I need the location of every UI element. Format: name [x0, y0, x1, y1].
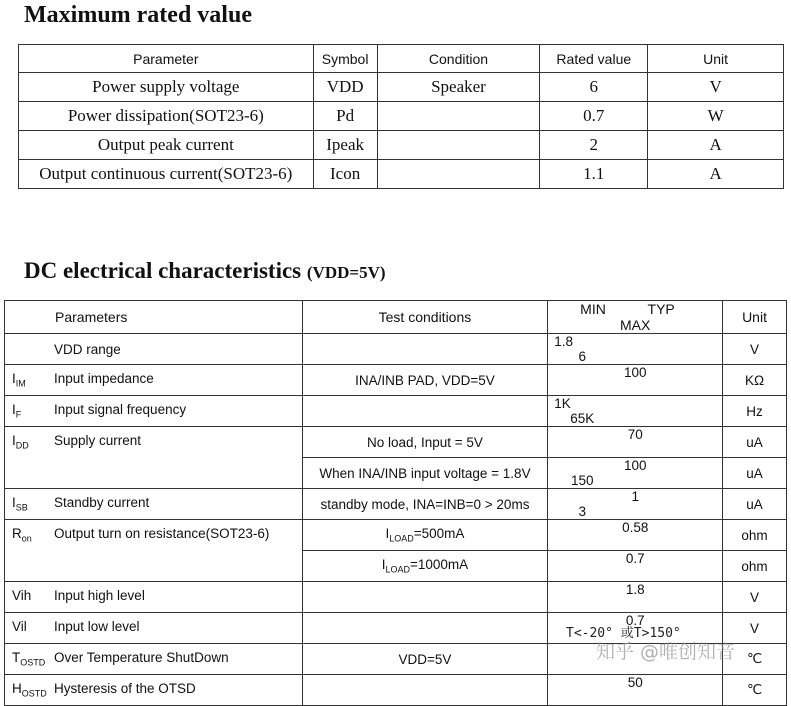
value-min: 1.8	[554, 334, 574, 349]
param-symbol-subscript: on	[21, 533, 32, 544]
param-name: Supply current	[54, 433, 142, 448]
min-typ-max-cell	[548, 489, 723, 520]
condition-cell	[302, 613, 548, 644]
min-typ-max-cell	[548, 675, 723, 706]
param-symbol-text: I	[12, 495, 16, 511]
table-cell	[377, 102, 540, 131]
param-cell	[5, 582, 303, 613]
table-cell: A	[648, 160, 784, 189]
param-symbol-text: T	[12, 650, 21, 666]
table-cell: Output peak current	[19, 131, 314, 160]
param-symbol-subscript: IM	[15, 378, 26, 389]
param-symbol	[5, 588, 54, 606]
param-symbol-text: I	[12, 433, 16, 448]
param-symbol-text: I	[12, 371, 16, 387]
param-cell	[5, 644, 303, 675]
param-symbol	[5, 526, 54, 544]
value-typ: 0.7	[625, 613, 645, 628]
section1-title: Maximum rated value	[24, 2, 252, 28]
unit-cell: ohm	[723, 520, 787, 551]
param-symbol-subscript: SB	[15, 502, 28, 513]
value-typ: 50	[627, 675, 643, 690]
unit-cell: uA	[723, 427, 787, 458]
condition-cell	[302, 458, 548, 489]
param-name: Input impedance	[54, 371, 154, 387]
table-cell	[377, 160, 540, 189]
param-cell	[5, 396, 303, 427]
section2-title-main: DC electrical characteristics	[24, 258, 302, 283]
col-header: Unit	[648, 45, 784, 73]
table-row	[5, 334, 787, 365]
param-symbol-text: I	[12, 402, 16, 418]
param-cell	[5, 427, 303, 489]
param-symbol	[5, 371, 54, 389]
unit-cell: uA	[723, 489, 787, 520]
value-min: 1K	[554, 396, 571, 411]
table-cell: Output continuous current(SOT23-6)	[19, 160, 314, 189]
param-name: Input high level	[54, 588, 145, 604]
max-rated-table	[18, 44, 784, 189]
watermark: 知乎 @唯创知音	[596, 641, 736, 663]
col-header: Rated value	[540, 45, 648, 73]
unit-cell: KΩ	[723, 365, 787, 396]
condition-cell	[302, 551, 548, 582]
table-row	[19, 73, 784, 102]
col-header: Condition	[377, 45, 540, 73]
param-cell	[5, 489, 303, 520]
table-cell: Speaker	[377, 73, 540, 102]
table-row	[5, 365, 787, 396]
table-row	[5, 675, 787, 706]
table-cell: Pd	[313, 102, 377, 131]
condition-text: When INA/INB input voltage = 1.8V	[319, 465, 531, 481]
condition-cell	[302, 334, 548, 365]
col-header: Parameter	[19, 45, 314, 73]
param-cell	[5, 520, 303, 582]
table-row	[5, 427, 787, 458]
value-typ: 0.7	[625, 551, 645, 566]
condition-text: standby mode, INA=INB=0 > 20ms	[320, 496, 530, 512]
condition-cell	[302, 489, 548, 520]
col-header-unit: Unit	[723, 301, 787, 334]
table-row	[5, 520, 787, 551]
condition-cell	[302, 644, 548, 675]
param-name: Over Temperature ShutDown	[54, 650, 229, 666]
param-name: Hysteresis of the OTSD	[54, 681, 196, 697]
table-header-row	[5, 301, 787, 334]
col-header-typ: TYP	[647, 301, 675, 317]
table-header-row	[19, 45, 784, 73]
condition-subscript: LOAD	[385, 564, 410, 575]
value-typ: 100	[624, 458, 647, 473]
value-typ: 70	[627, 427, 643, 442]
param-symbol-text: Vih	[12, 588, 32, 604]
condition-prefix: I	[385, 526, 390, 542]
table-cell: Icon	[313, 160, 377, 189]
table-cell: W	[648, 102, 784, 131]
param-cell	[5, 365, 303, 396]
table-cell: Ipeak	[313, 131, 377, 160]
value-max: 6	[578, 349, 587, 364]
min-typ-max-cell	[548, 551, 723, 582]
col-header-test-conditions: Test conditions	[302, 301, 548, 334]
condition-cell	[302, 396, 548, 427]
value-typ: 0.58	[622, 520, 649, 535]
unit-cell: ℃	[723, 675, 787, 706]
param-cell	[5, 613, 303, 644]
table-cell: A	[648, 131, 784, 160]
unit-cell: V	[723, 334, 787, 365]
table-cell: V	[648, 73, 784, 102]
table-row	[19, 131, 784, 160]
param-symbol-subscript: OSTD	[20, 657, 46, 668]
table-cell: 0.7	[540, 102, 648, 131]
param-symbol	[5, 433, 54, 451]
col-header-parameters: Parameters	[5, 301, 303, 334]
param-symbol	[5, 681, 54, 699]
param-name: Output turn on resistance(SOT23-6)	[54, 526, 270, 541]
value-max: 65K	[570, 411, 595, 426]
col-header-max: MAX	[619, 317, 651, 333]
condition-cell	[302, 520, 548, 551]
table-cell	[377, 131, 540, 160]
section2-title-sub: (VDD=5V)	[306, 263, 386, 282]
table-row	[5, 396, 787, 427]
table-row	[19, 102, 784, 131]
condition-text: =1000mA	[410, 557, 469, 573]
condition-text: =500mA	[413, 526, 465, 542]
col-header-min-typ-max	[548, 301, 723, 334]
param-symbol-subscript: DD	[15, 440, 29, 451]
table-row	[5, 582, 787, 613]
param-name: Input signal frequency	[54, 402, 187, 418]
condition-text: No load, Input = 5V	[366, 434, 483, 450]
param-symbol	[5, 619, 54, 637]
col-header-min: MIN	[580, 301, 606, 317]
condition-cell	[302, 675, 548, 706]
condition-text: VDD=5V	[398, 651, 452, 667]
min-typ-max-cell	[548, 427, 723, 458]
unit-cell: uA	[723, 458, 787, 489]
value-typ: 1.8	[625, 582, 645, 597]
param-symbol	[5, 402, 54, 420]
value-max: 150	[571, 473, 594, 488]
param-symbol-text: R	[12, 526, 22, 541]
min-typ-max-cell	[548, 458, 723, 489]
table-cell: Power supply voltage	[19, 73, 314, 102]
table-row	[19, 160, 784, 189]
otsd-condition-note: T<-20° 或T>150°	[566, 626, 681, 641]
unit-cell: V	[723, 582, 787, 613]
param-name: Standby current	[54, 495, 150, 511]
min-typ-max-cell	[548, 582, 723, 613]
unit-cell: V	[723, 613, 787, 644]
param-cell	[5, 675, 303, 706]
unit-cell: Hz	[723, 396, 787, 427]
table-cell: Power dissipation(SOT23-6)	[19, 102, 314, 131]
table-cell: 6	[540, 73, 648, 102]
param-symbol-text: H	[12, 681, 22, 697]
param-symbol-text: Vil	[12, 619, 27, 635]
table-cell: VDD	[313, 73, 377, 102]
condition-subscript: LOAD	[389, 533, 414, 544]
value-typ: 100	[624, 365, 647, 380]
param-symbol	[5, 650, 54, 668]
col-header: Symbol	[313, 45, 377, 73]
table-row	[5, 489, 787, 520]
condition-cell	[302, 582, 548, 613]
param-cell	[5, 334, 303, 365]
section2-title	[24, 258, 386, 284]
value-typ: 1	[631, 489, 640, 504]
table-cell: 2	[540, 131, 648, 160]
unit-cell: ohm	[723, 551, 787, 582]
table-cell: 1.1	[540, 160, 648, 189]
value-max: 3	[578, 504, 587, 519]
condition-cell	[302, 427, 548, 458]
min-typ-max-cell	[548, 365, 723, 396]
min-typ-max-cell	[548, 334, 723, 365]
condition-text: INA/INB PAD, VDD=5V	[355, 372, 495, 388]
min-typ-max-cell	[548, 520, 723, 551]
param-symbol-subscript: OSTD	[21, 688, 47, 699]
param-symbol-subscript: F	[15, 409, 22, 420]
param-name: VDD range	[54, 341, 121, 357]
param-symbol	[5, 495, 54, 513]
unit-cell: ℃	[723, 644, 787, 675]
param-name: Input low level	[54, 619, 140, 635]
min-typ-max-cell	[548, 396, 723, 427]
condition-cell	[302, 365, 548, 396]
condition-prefix: I	[381, 557, 386, 573]
